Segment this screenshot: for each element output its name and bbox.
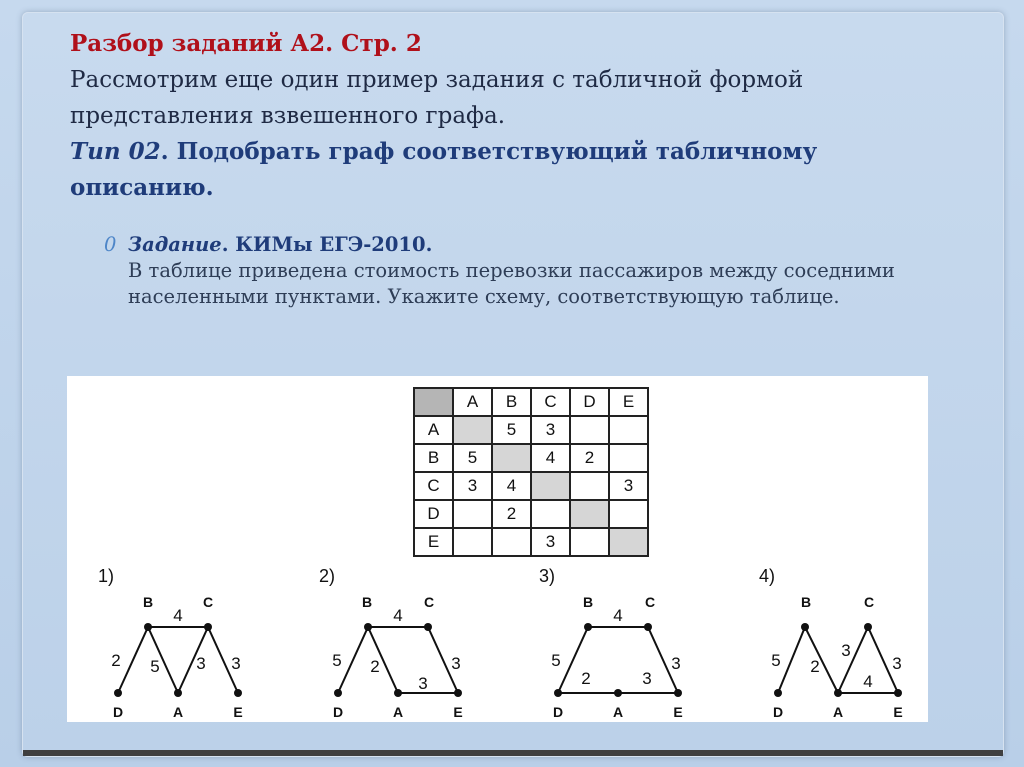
row-header-e: E [414,528,453,556]
table-cell: 3 [531,528,570,556]
intro-text: Рассмотрим еще один пример задания с табличной формой представления взвешенного графа. [70,67,804,129]
node-label-d: D [552,704,564,720]
node-label-c: C [202,594,214,610]
graph-node [144,623,152,631]
table-cell: 4 [492,472,531,500]
task-bullet [104,232,924,310]
bottom-rule [23,750,1003,756]
node-label-e: E [453,704,463,720]
graph-node [234,689,242,697]
graph-node [364,623,372,631]
graph-node [394,689,402,697]
graph-edge [118,627,148,693]
graph-node [834,689,842,697]
edge-weight: 3 [451,654,461,673]
row-header-d: D [414,500,453,528]
graph-node [554,689,562,697]
edge-weight: 4 [173,606,183,625]
edge-weight: 4 [613,606,623,625]
row-header-c: C [414,472,453,500]
table-cell: 4 [531,444,570,472]
graph-node [204,623,212,631]
node-label-d: D [112,704,124,720]
table-cell: 3 [531,416,570,444]
node-label-e: E [233,704,243,720]
edge-weight: 3 [841,641,851,660]
node-label-e: E [893,704,903,720]
edge-weight: 2 [810,657,820,676]
node-label-e: E [673,704,683,720]
edge-weight: 3 [196,654,206,673]
graph-node [334,689,342,697]
task-label: Задание [128,233,222,256]
task-heading [128,232,924,258]
bullet-marker: 0 [104,233,117,256]
bullet-body [128,232,924,310]
node-label-a: A [612,704,624,720]
table-cell: 2 [492,500,531,528]
column-header-b: B [492,388,531,416]
table-cell: 3 [609,472,648,500]
edge-weight: 3 [231,654,241,673]
edge-weight: 5 [150,657,160,676]
option-number: 4) [759,566,776,586]
row-header-b: B [414,444,453,472]
graph-node [424,623,432,631]
graph-edge [778,627,805,693]
node-label-d: D [332,704,344,720]
slide-title-block [70,26,930,206]
edge-weight: 2 [370,657,380,676]
graph-node [614,689,622,697]
graph-node [454,689,462,697]
graph-node [774,689,782,697]
node-label-c: C [423,594,435,610]
column-header-a: A [453,388,492,416]
graph-node [674,689,682,697]
table-cell: 3 [453,472,492,500]
node-label-a: A [392,704,404,720]
graph-options [67,376,928,722]
edge-weight: 5 [332,651,342,670]
edge-weight: 3 [671,654,681,673]
task-figure [67,376,928,722]
task-source: . КИМы ЕГЭ-2010. [221,233,433,256]
graph-node [584,623,592,631]
edge-weight: 4 [393,606,403,625]
edge-weight: 3 [892,654,902,673]
graph-node [864,623,872,631]
node-label-b: B [800,594,812,610]
table-cell: 5 [453,444,492,472]
node-label-a: A [172,704,184,720]
edge-weight: 4 [863,672,873,691]
task-type [70,134,930,206]
node-label-c: C [863,594,875,610]
node-label-b: B [361,594,373,610]
edge-weight: 2 [111,651,121,670]
edge-weight: 5 [551,651,561,670]
task-text: В таблице приведена стоимость перевозки пассажиров между соседними населенными пунктами. Укажите схему, соответствующую таблице. [128,259,895,308]
edge-weight: 3 [418,674,428,693]
graph-node [114,689,122,697]
column-header-e: E [609,388,648,416]
edge-weight: 3 [642,669,652,688]
graph-node [801,623,809,631]
slide-title: Разбор заданий А2. Стр. 2 [70,30,422,57]
node-label-b: B [582,594,594,610]
row-header-a: A [414,416,453,444]
edge-weight: 5 [771,651,781,670]
graph-edge [338,627,368,693]
option-number: 2) [319,566,336,586]
column-header-c: C [531,388,570,416]
task-type-text: . Подобрать граф соответствующий табличному описанию. [70,138,818,201]
edge-weight: 2 [581,669,591,688]
task-type-label: Тип 02 [70,138,161,165]
option-number: 1) [98,566,115,586]
table-cell: 5 [492,416,531,444]
node-label-b: B [142,594,154,610]
table-cell: 2 [570,444,609,472]
graph-node [174,689,182,697]
column-header-d: D [570,388,609,416]
graph-node [894,689,902,697]
node-label-c: C [644,594,656,610]
option-number: 3) [539,566,556,586]
graph-node [644,623,652,631]
node-label-a: A [832,704,844,720]
node-label-d: D [772,704,784,720]
